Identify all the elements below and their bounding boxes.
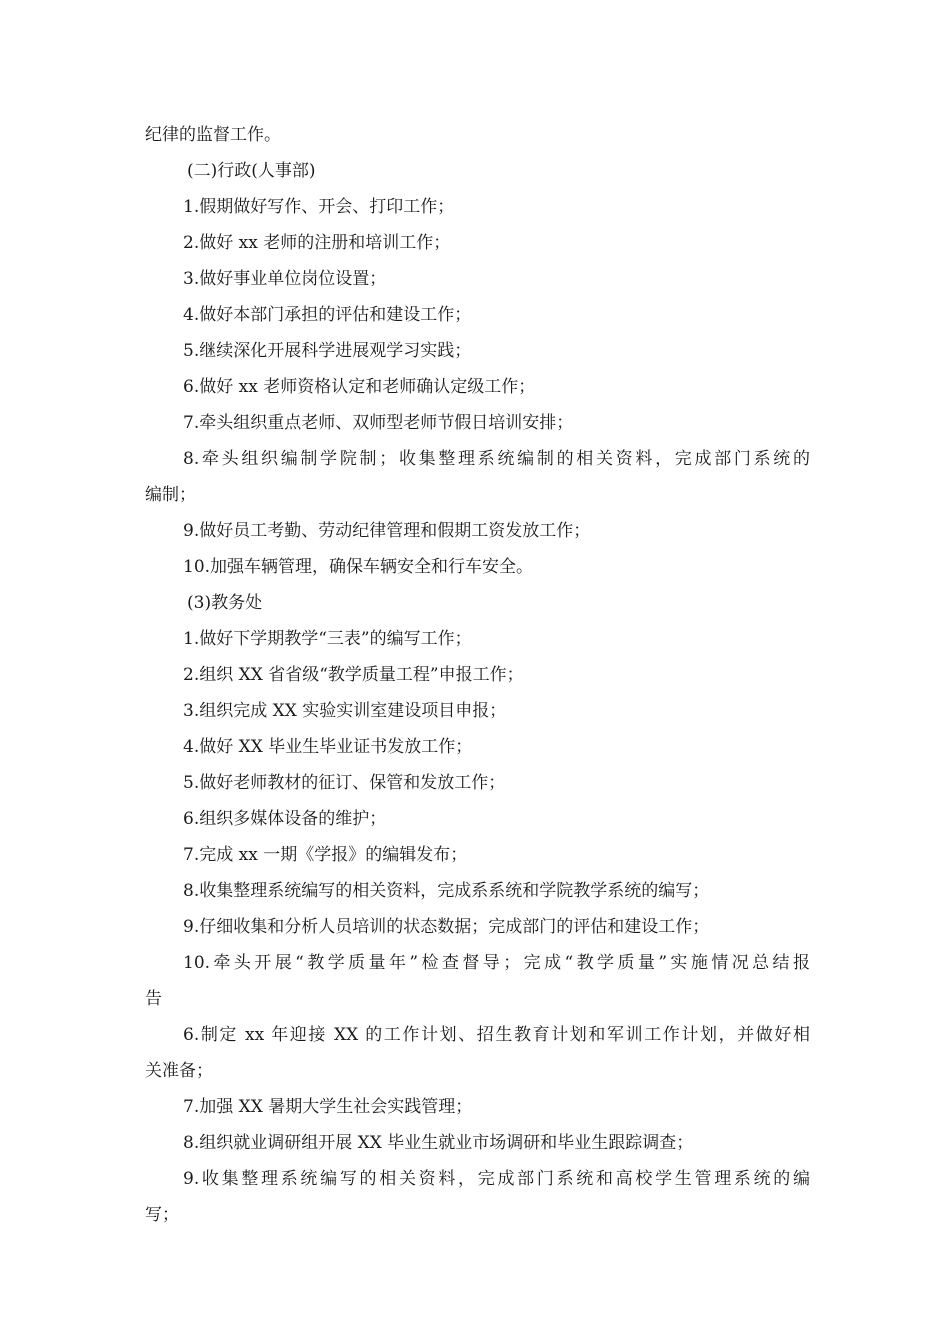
list-item: 1.假期做好写作、开会、打印工作； [183, 197, 455, 217]
list-item: 4.做好 XX 毕业生毕业证书发放工作； [183, 737, 473, 757]
list-item: 7.加强 XX 暑期大学生社会实践管理； [183, 1097, 473, 1117]
list-item: 9.收集整理系统编写的相关资料，完成部门系统和高校学生管理系统的编 [183, 1169, 810, 1189]
list-item-continuation: 关准备； [145, 1061, 213, 1081]
list-item: 9.做好员工考勤、劳动纪律管理和假期工资发放工作； [183, 521, 591, 541]
list-item: 9.仔细收集和分析人员培训的状态数据；完成部门的评估和建设工作； [183, 917, 710, 937]
section-heading: (二)行政(人事部) [187, 161, 316, 181]
document-body [145, 117, 810, 1233]
list-item-continuation: 写； [145, 1205, 179, 1225]
list-item: 5.继续深化开展科学进展观学习实践； [183, 341, 472, 361]
list-item: 6.制定 xx 年迎接 XX 的工作计划、招生教育计划和军训工作计划，并做好相 [183, 1025, 810, 1045]
list-item: 6.做好 xx 老师资格认定和老师确认定级工作； [183, 377, 536, 397]
list-item: 2.做好 xx 老师的注册和培训工作； [183, 233, 451, 253]
list-item: 6.组织多媒体设备的维护； [183, 809, 387, 829]
list-item: 7.完成 xx 一期《学报》的编辑发布； [183, 845, 468, 865]
list-item: 4.做好本部门承担的评估和建设工作； [183, 305, 472, 325]
list-item-continuation: 编制； [145, 485, 196, 505]
list-item: 2.组织 XX 省省级“教学质量工程”申报工作； [183, 665, 524, 685]
list-item: 8.组织就业调研组开展 XX 毕业生就业市场调研和毕业生跟踪调查； [183, 1133, 694, 1153]
text-line: 纪律的监督工作。 [145, 125, 281, 145]
list-item: 8.收集整理系统编写的相关资料，完成系系统和学院教学系统的编写； [183, 881, 710, 901]
list-item: 7.牵头组织重点老师、双师型老师节假日培训安排； [183, 413, 574, 433]
list-item: 5.做好老师教材的征订、保管和发放工作； [183, 773, 506, 793]
list-item: 1.做好下学期教学“三表”的编写工作； [183, 629, 472, 649]
list-item: 8.牵头组织编制学院制；收集整理系统编制的相关资料，完成部门系统的 [183, 449, 810, 469]
section-heading: (3)教务处 [187, 593, 263, 613]
list-item-continuation: 告 [145, 989, 162, 1009]
list-item: 10.牵头开展“教学质量年”检查督导；完成“教学质量”实施情况总结报 [183, 953, 810, 973]
list-item: 3.组织完成 XX 实验实训室建设项目申报； [183, 701, 507, 721]
list-item: 3.做好事业单位岗位设置； [183, 269, 387, 289]
list-item: 10.加强车辆管理，确保车辆安全和行车安全。 [183, 557, 534, 577]
